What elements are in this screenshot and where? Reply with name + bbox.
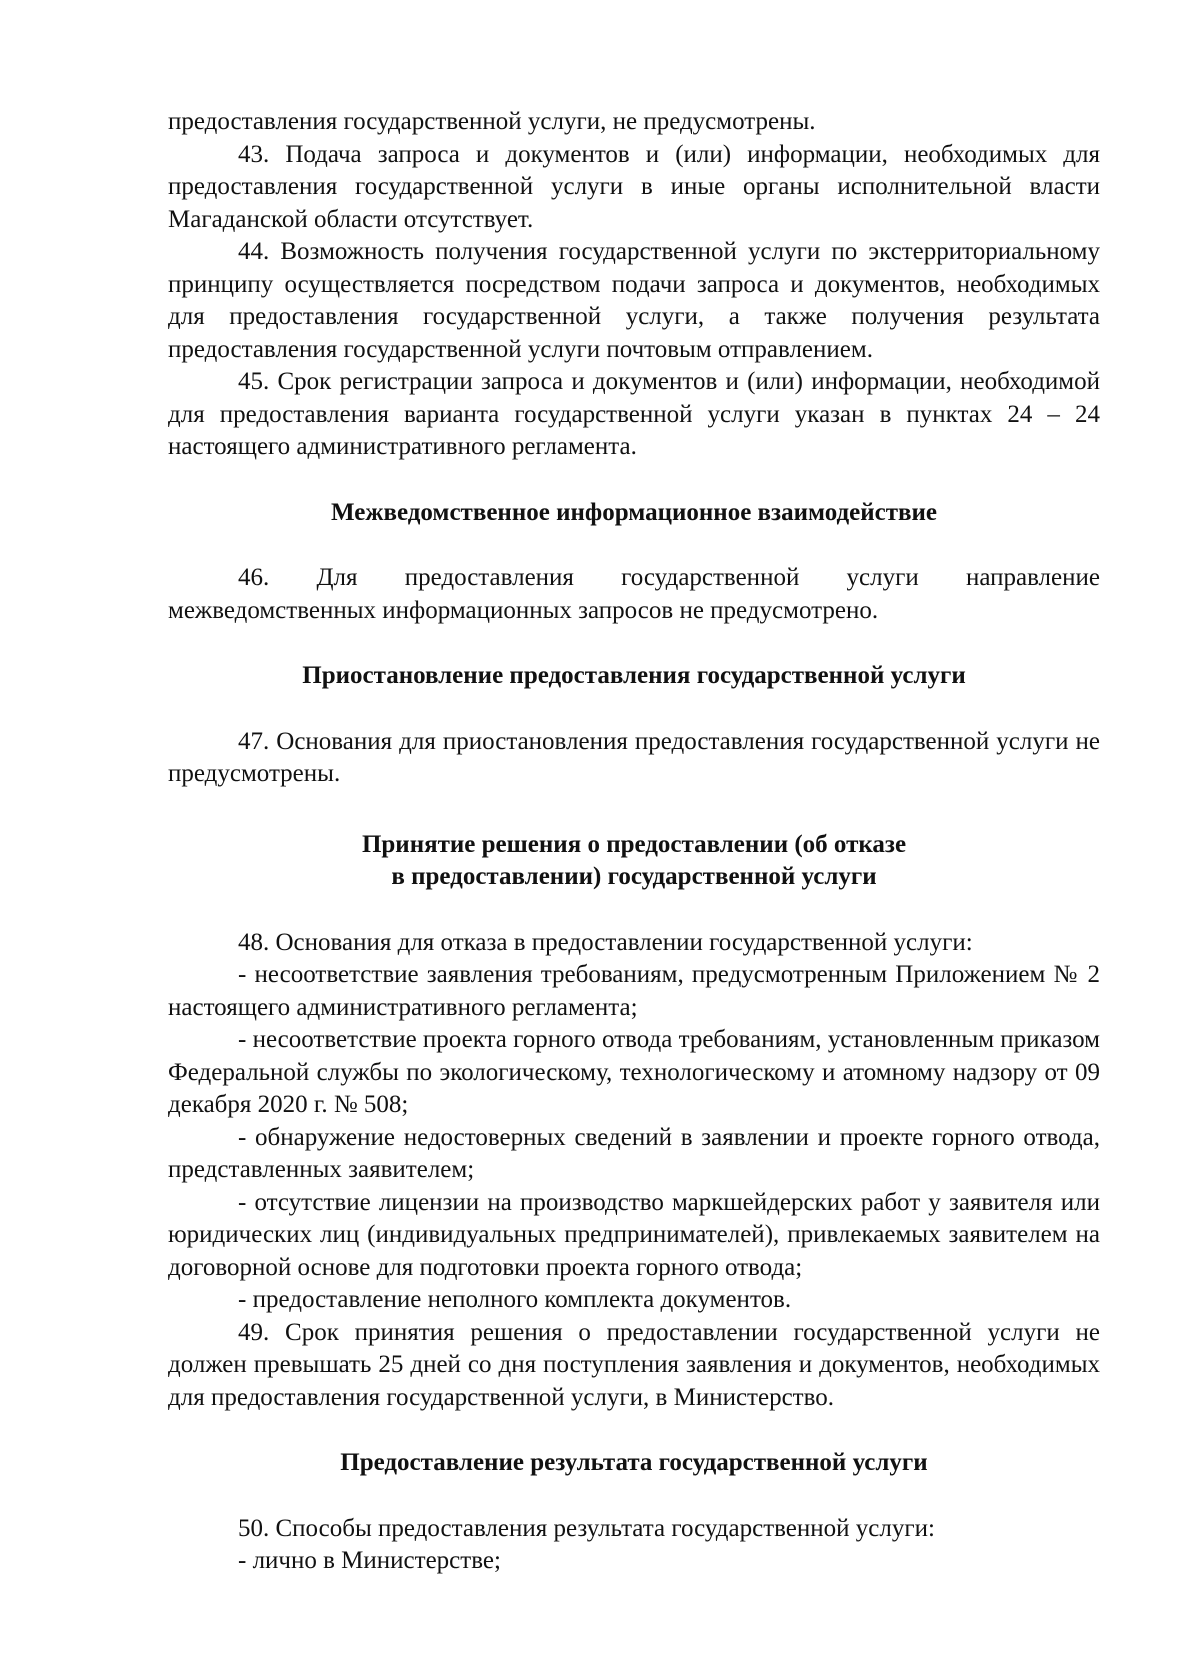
spacer — [168, 791, 1100, 829]
paragraph-43: 43. Подача запроса и документов и (или) информации, необходимых для предоставления государственной услуги в иные органы исполнительной власти Магаданской области отсутствует. — [168, 140, 1100, 233]
paragraph-50: 50. Способы предоставления результата государственной услуги: — [238, 1514, 935, 1542]
spacer — [168, 1414, 1100, 1447]
paragraph-49: 49. Срок принятия решения о предоставлении государственной услуги не должен превышать 25 дней со дня поступления заявления и документов, необходимых для предоставления государственной услуги, в Министерство. — [168, 1318, 1100, 1411]
spacer — [168, 464, 1100, 497]
paragraph-48-item-4: - отсутствие лицензии на производство маркшейдерских работ у заявителя или юридических лиц (индивидуальных предпринимателей), привлекаемых заявителем на договорной основе для подготовки проекта горного отвода; — [168, 1188, 1100, 1281]
document-body — [168, 106, 1100, 1578]
spacer — [168, 693, 1100, 726]
paragraph-45: 45. Срок регистрации запроса и документов и (или) информации, необходимой для предоставления варианта государственной услуги указан в пунктах 24 – 24 настоящего административного регламента. — [168, 368, 1100, 460]
paragraph-46: 46. Для предоставления государственной услуги направление межведомственных информационных запросов не предусмотрено. — [168, 564, 1100, 624]
paragraph-48-item-3: - обнаружение недостоверных сведений в заявлении и проекте горного отвода, представленных заявителем; — [168, 1123, 1100, 1183]
paragraph-44: 44. Возможность получения государственной услуги по экстерриториальному принципу осуществляется посредством подачи запроса и документов, необходимых для предоставления государственной услуги, а также получения результата предоставления государственной услуги почтовым отправлением. — [168, 238, 1100, 363]
spacer — [168, 627, 1100, 660]
paragraph-48-item-5: - предоставление неполного комплекта документов. — [238, 1286, 792, 1313]
paragraph-48: 48. Основания для отказа в предоставлении государственной услуги: — [238, 928, 973, 956]
spacer — [168, 1480, 1100, 1513]
paragraph-48-item-2: - несоответствие проекта горного отвода требованиям, установленным приказом Федеральной службы по экологическому, технологическому и атомному надзору от 09 декабря 2020 г. № 508; — [168, 1026, 1100, 1118]
paragraph-50-item-1: - лично в Министерстве; — [238, 1547, 501, 1574]
heading-interagency: Межведомственное информационное взаимодействие — [331, 498, 937, 526]
heading-decision-line1: Принятие решения о предоставлении (об отказе — [361, 830, 907, 858]
paragraph-47: 47. Основания для приостановления предоставления государственной услуги не предусмотрены. — [168, 727, 1100, 787]
heading-result: Предоставление результата государственной услуги — [340, 1449, 928, 1476]
heading-suspension: Приостановление предоставления государственной услуги — [302, 662, 966, 689]
paragraph-continuation: предоставления государственной услуги, не предусмотрены. — [168, 108, 816, 135]
paragraph-48-item-1: - несоответствие заявления требованиям, предусмотренным Приложением № 2 настоящего административного регламента; — [168, 961, 1100, 1021]
spacer — [168, 894, 1100, 927]
heading-decision-line2: в предоставлении) государственной услуги — [391, 863, 877, 890]
spacer — [168, 529, 1100, 562]
